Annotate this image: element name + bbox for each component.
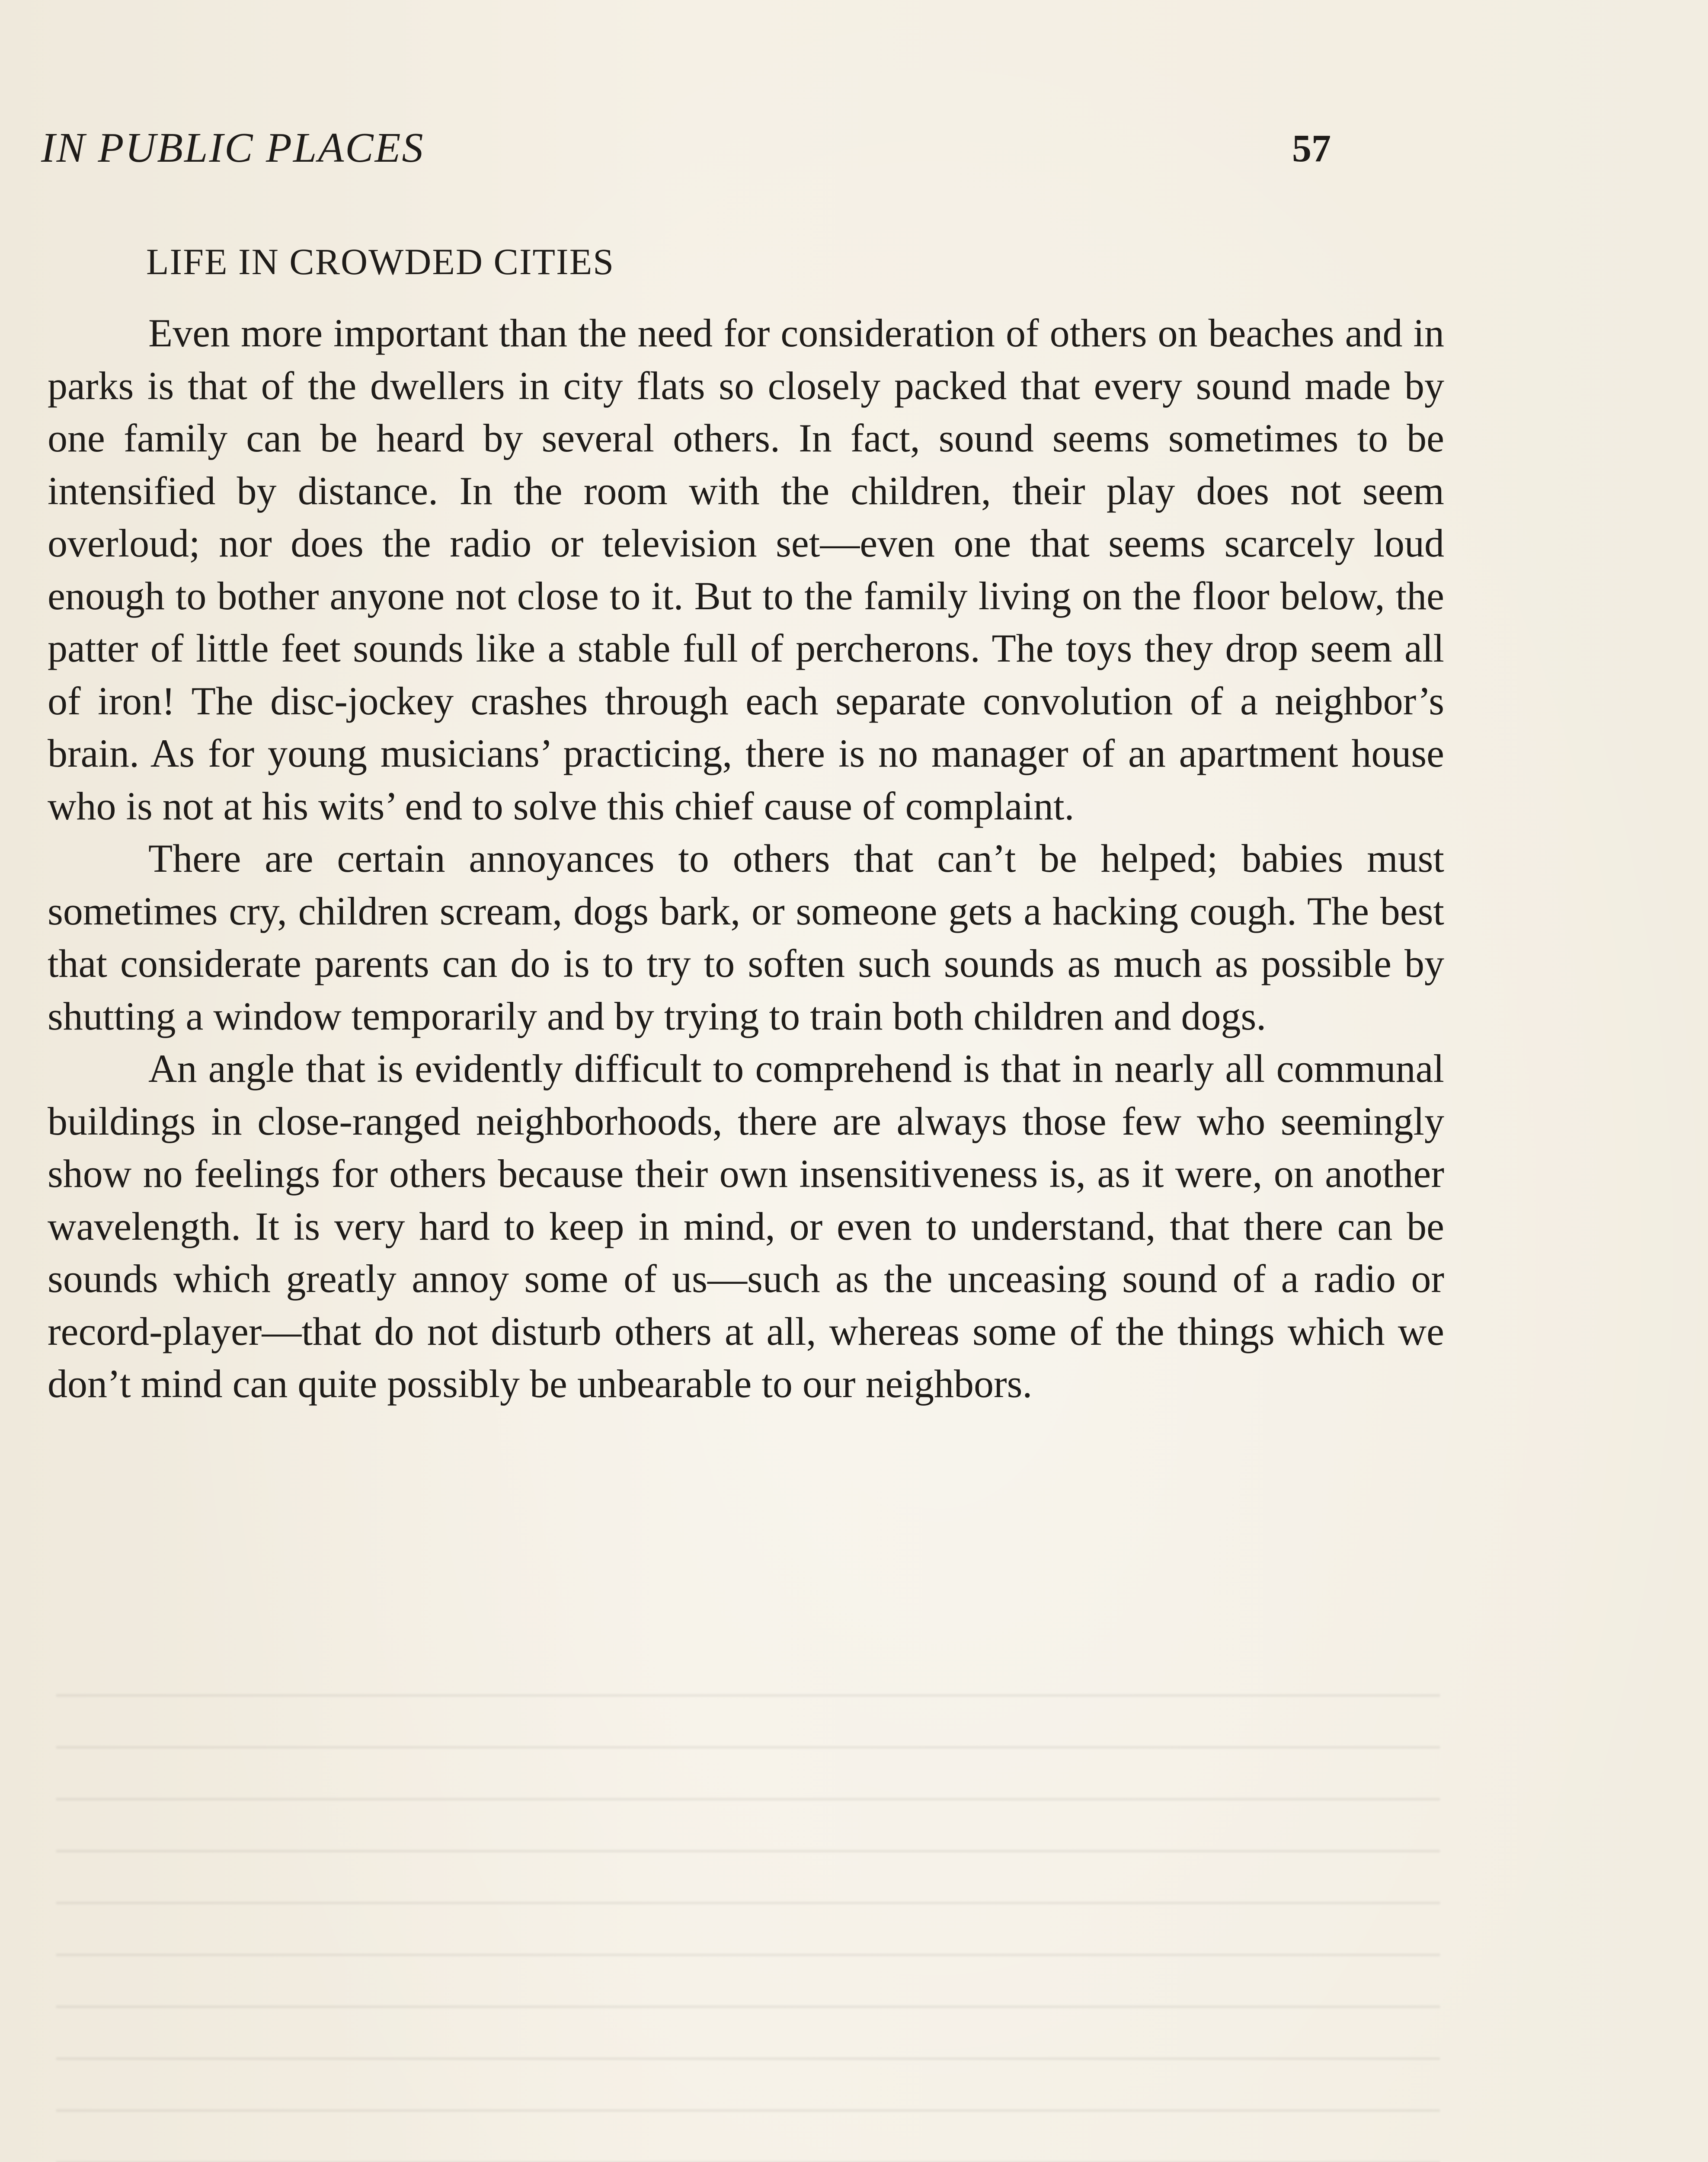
paragraph-1: Even more important than the need for consideration of others on beaches and in parks is that of the dwellers in city flats so closely packed that every sound made by one family can be heard by several others. In fact, sound seems sometimes to be intensified by distance. In the room with the children, their play does not seem overloud; nor does the radio or television set—even one that seems scarcely loud enough to bother anyone not close to it. But to the family living on the floor below, the patter of little feet sounds like a stable full of percherons. The toys they drop seem all of iron! The disc-jockey crashes through each separate convolution of a neighbor’s brain. As for young musicians’ practicing, there is no manager of an apartment house who is not at his wits’ end to solve this chief cause of complaint. <box>48 311 1444 828</box>
paragraph-3: An angle that is evidently difficult to comprehend is that in nearly all communal buildings in close-ranged neighborhoods, there are always those few who seemingly show no feelings for others because their own insensitiveness is, as it were, on another wavelength. It is very hard to keep in mind, or even to understand, that there can be sounds which greatly annoy some of us—such as the unceasing sound of a radio or record-player—that do not disturb others at all, whereas some of the things which we don’t mind can quite possibly be unbearable to our neighbors. <box>48 1046 1444 1406</box>
running-head: IN PUBLIC PLACES <box>41 125 425 171</box>
reverse-page-show-through <box>56 1669 1440 2162</box>
paragraph-2: There are certain annoyances to others that can’t be helped; babies must sometimes cry, children scream, dogs bark, or someone gets a hacking cough. The best that considerate parents can do is to try to soften such sounds as much as possible by shutting a window temporarily and by trying to train both children and dogs. <box>48 836 1444 1038</box>
page-number: 57 <box>1292 127 1331 170</box>
section-heading: LIFE IN CROWDED CITIES <box>146 241 615 282</box>
body-text <box>48 307 1444 1410</box>
